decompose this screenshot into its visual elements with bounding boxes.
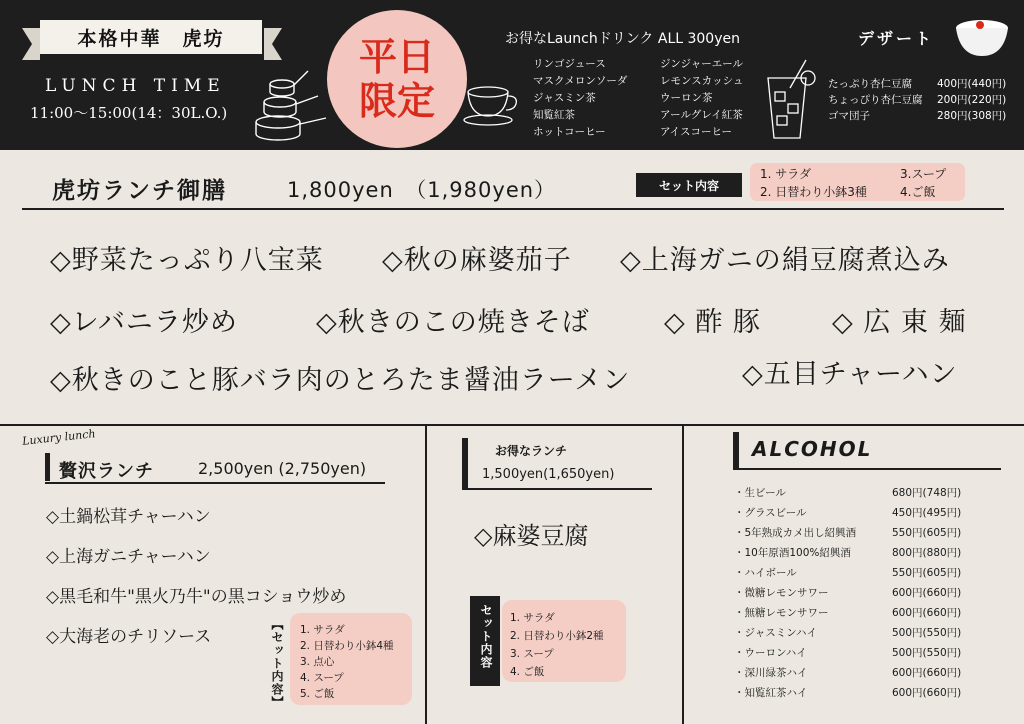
divider <box>462 488 652 490</box>
alcohol-price: 500円(550円) <box>892 647 962 659</box>
alcohol-name: ・ジャスミンハイ <box>734 627 818 639</box>
alcohol-title: ALCOHOL <box>752 437 873 461</box>
divider <box>22 208 1004 210</box>
title-marker <box>733 432 739 468</box>
dessert-price: 200円(220円) <box>937 94 1007 106</box>
alcohol-name: ・無糖レモンサワー <box>734 607 829 619</box>
divider <box>682 426 684 724</box>
alcohol-name: ・10年原酒100%紹興酒 <box>734 547 851 559</box>
main-set-title: 虎坊ランチ御膳 <box>52 178 227 204</box>
set-contents-label: セット内容 <box>479 604 493 669</box>
drink-item: ホットコーヒー <box>533 126 606 138</box>
alcohol-price: 600円(660円) <box>892 587 962 599</box>
set-item: 1. サラダ <box>760 167 812 181</box>
divider <box>733 468 1001 470</box>
weekday-only-text: 平日限定 <box>358 35 435 123</box>
value-lunch-price: 1,500yen(1,650yen) <box>482 467 615 482</box>
alcohol-price: 600円(660円) <box>892 687 962 699</box>
alcohol-name: ・ハイボール <box>734 567 797 579</box>
drink-item: ジャスミン茶 <box>533 92 596 104</box>
value-lunch-title: お得なランチ <box>495 444 568 458</box>
set-item: 1. サラダ <box>510 612 555 624</box>
set-item: 4. スープ <box>300 672 344 684</box>
alcohol-name: ・グラスビール <box>734 507 807 519</box>
alcohol-price: 680円(748円) <box>892 487 962 499</box>
set-item: 3. スープ <box>510 648 554 660</box>
drink-item: レモンスカッシュ <box>660 75 744 87</box>
drinks-title: お得なLaunchドリンク ALL 300yen <box>505 31 740 47</box>
set-item: 2. 日替わり小鉢4種 <box>300 640 394 652</box>
divider <box>425 426 427 724</box>
drink-item: ジンジャーエール <box>660 58 744 70</box>
alcohol-price: 450円(495円) <box>892 507 962 519</box>
alcohol-name: ・微糖レモンサワー <box>734 587 829 599</box>
cooking-pots-icon <box>250 60 330 142</box>
dish-item: ◇麻婆豆腐 <box>474 522 589 550</box>
luxury-price: 2,500yen (2,750yen) <box>198 459 367 478</box>
set-contents-badge: セット内容 <box>636 173 742 197</box>
dish-item: ◇大海老のチリソース <box>46 627 212 647</box>
shop-name-ribbon <box>22 14 282 60</box>
dessert-price: 280円(308円) <box>937 110 1007 122</box>
set-item: 2. 日替わり小鉢2種 <box>510 630 604 642</box>
alcohol-price: 800円(880円) <box>892 547 962 559</box>
divider <box>45 482 385 484</box>
dish-item: ◇秋きのこと豚バラ肉のとろたま醤油ラーメン <box>50 365 631 396</box>
luxury-script-label: Luxury lunch <box>21 427 97 448</box>
alcohol-price: 600円(660円) <box>892 607 962 619</box>
dish-item: ◇五目チャーハン <box>742 359 958 390</box>
dish-item: ◇秋きのこの焼きそば <box>316 307 590 338</box>
shop-name: 本格中華 虎坊 <box>40 20 262 54</box>
drink-item: 知覧紅茶 <box>533 109 575 121</box>
drink-item: アイスコーヒー <box>660 126 733 138</box>
coffee-cup-icon <box>462 82 524 130</box>
drink-item: マスクメロンソーダ <box>533 75 628 87</box>
title-marker <box>45 453 50 481</box>
divider <box>0 424 1024 426</box>
set-item: 3.スープ <box>900 167 947 181</box>
alcohol-name: ・ウーロンハイ <box>734 647 807 659</box>
dessert-name: ゴマ団子 <box>828 110 870 122</box>
lunch-hours: 11:00～15:00(14：30L.O.) <box>30 104 228 122</box>
iced-drink-glass-icon <box>760 58 818 142</box>
dessert-title: デザート <box>858 29 935 48</box>
header-band <box>0 0 1024 150</box>
set-item: 3. 点心 <box>300 656 335 668</box>
dish-item: ◇上海ガニの絹豆腐煮込み <box>620 245 950 276</box>
alcohol-name: ・生ビール <box>734 487 786 499</box>
set-item: 1. サラダ <box>300 624 345 636</box>
alcohol-name: ・深川緑茶ハイ <box>734 667 808 679</box>
set-item: 4. ご飯 <box>510 666 545 678</box>
set-item: 5. ご飯 <box>300 688 335 700</box>
dish-item: ◇ 酢 豚 <box>664 307 761 338</box>
dish-item: ◇土鍋松茸チャーハン <box>46 507 211 527</box>
alcohol-price: 550円(605円) <box>892 567 962 579</box>
drink-item: アールグレイ紅茶 <box>660 109 743 121</box>
set-contents-label: 【セット内容】 <box>270 618 284 709</box>
drink-item: ウーロン茶 <box>660 92 713 104</box>
dish-item: ◇秋の麻婆茄子 <box>382 245 572 276</box>
weekday-only-badge <box>327 10 467 148</box>
set-item: 4.ご飯 <box>900 185 936 199</box>
dish-item: ◇野菜たっぷり八宝菜 <box>50 245 324 276</box>
alcohol-name: ・5年熟成カメ出し紹興酒 <box>734 527 857 539</box>
alcohol-price: 550円(605円) <box>892 527 962 539</box>
dessert-price: 400円(440円) <box>937 78 1007 90</box>
alcohol-name: ・知覧紅茶ハイ <box>734 687 808 699</box>
set-item: 2. 日替わり小鉢3種 <box>760 185 867 199</box>
dish-item: ◇ 広 東 麺 <box>832 307 967 338</box>
luxury-title: 贅沢ランチ <box>59 461 154 482</box>
dish-item: ◇黒毛和牛"黒火乃牛"の黒コショウ炒め <box>46 587 347 607</box>
alcohol-price: 500円(550円) <box>892 627 962 639</box>
dish-item: ◇上海ガニチャーハン <box>46 547 211 567</box>
title-marker <box>462 438 468 488</box>
drink-item: リンゴジュース <box>533 58 606 70</box>
dish-item: ◇レバニラ炒め <box>50 307 238 338</box>
dessert-name: ちょっぴり杏仁豆腐 <box>828 94 923 106</box>
dessert-name: たっぷり杏仁豆腐 <box>828 78 912 90</box>
alcohol-price: 600円(660円) <box>892 667 962 679</box>
lunch-time-label: LUNCH TIME <box>45 76 226 96</box>
almond-jelly-bowl-icon <box>954 10 1010 60</box>
main-set-price: 1,800yen （1,980yen） <box>287 178 557 202</box>
